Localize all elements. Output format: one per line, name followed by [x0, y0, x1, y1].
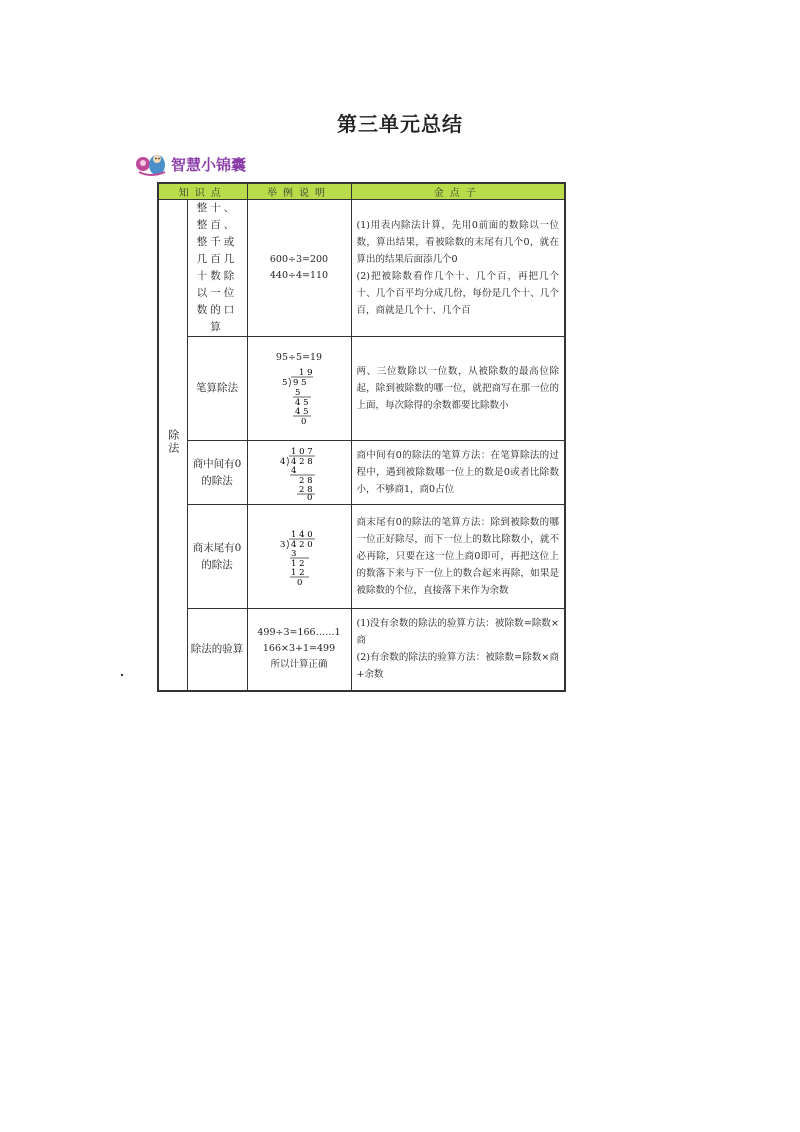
division-step: 2 8: [299, 475, 313, 486]
example-cell: [247, 441, 351, 505]
banner-label: 智慧小锦囊: [171, 155, 247, 174]
division-divisor: 4: [280, 456, 286, 467]
category-label: 除法: [166, 428, 180, 455]
division-step: 1 2: [291, 567, 305, 578]
summary-table-wrap: [157, 182, 564, 681]
division-step: 0: [301, 416, 307, 427]
long-division-diagram: [277, 445, 321, 501]
tip-cell: [351, 441, 565, 505]
division-step: 1 2: [291, 558, 305, 569]
division-divisor: 3: [280, 539, 286, 550]
banner: [133, 150, 246, 178]
division-step: 0: [297, 577, 303, 586]
example-cell: [247, 609, 351, 691]
knowledge-point: 除法的验算: [187, 609, 247, 691]
tip-text: (1)用表内除法计算，先用0前面的数除以一位数，算出结果，看被除数的末尾有几个0，就在算出的结果后面添几个0: [356, 220, 559, 265]
long-division-diagram: [279, 366, 319, 428]
tip-cell: [351, 200, 565, 337]
knowledge-point: 商中间有0的除法: [187, 441, 247, 505]
division-dividend: 4 2 0: [291, 539, 313, 550]
division-quotient: 1 9: [299, 367, 313, 378]
knowledge-point: 整十、整百、整千或几百几十数除以一位数的口算: [187, 200, 247, 337]
division-divisor: 5: [282, 377, 288, 388]
division-step: 5: [295, 387, 301, 398]
mascot-icon: [133, 150, 169, 178]
long-division-diagram: [277, 528, 321, 586]
table-row: [158, 337, 565, 441]
table-header-row: [158, 183, 565, 200]
summary-table: [157, 182, 566, 692]
table-row: [158, 200, 565, 337]
example-cell: [247, 337, 351, 441]
page-title: 第三单元总结: [337, 112, 463, 136]
division-step: 4: [291, 465, 297, 476]
tip-cell: [351, 505, 565, 609]
header-knowledge: 知识点: [158, 183, 247, 200]
division-dividend: 4 2 8: [291, 456, 313, 467]
example-line: 600÷3=200: [269, 254, 329, 265]
table-row: [158, 609, 565, 691]
tip-text: (2)把被除数看作几个十、几个百，再把几个十、几个百平均分成几份，每份是几个十、几个百，商就是几个十、几个百: [356, 271, 559, 316]
division-step: 3: [291, 548, 297, 559]
example-line: 所以计算正确: [270, 659, 328, 671]
division-dividend: 9 5: [293, 377, 307, 388]
stray-dot: [121, 674, 123, 676]
knowledge-point: 商末尾有0的除法: [187, 505, 247, 609]
header-example: 举例说明: [247, 183, 351, 200]
division-step: 0: [307, 492, 313, 501]
division-step: 4 5: [295, 406, 309, 417]
tip-text: (1)没有余数的除法的验算方法：被除数=除数×商: [356, 618, 559, 647]
table-row: [158, 505, 565, 609]
header-tips: 金点子: [351, 183, 565, 200]
tip-cell: [351, 609, 565, 691]
example-line: 166×3+1=499: [262, 643, 336, 655]
tip-text: 商末尾有0的除法的笔算方法：除到被除数的哪一位正好除尽，而下一位上的数比除数小，就不必再除，只要在这一位上商0即可，再把这位上的数落下来与下一位上的数合起来再除，如果是被除数的个位，直接落下来作为余数: [356, 517, 559, 596]
example-line: 95÷5=19: [275, 351, 323, 363]
example-cell: [247, 505, 351, 609]
division-quotient: 1 4 0: [291, 529, 313, 540]
table-row: [158, 441, 565, 505]
division-step: 4 5: [295, 397, 309, 408]
example-cell: [247, 200, 351, 337]
tip-text: 两、三位数除以一位数，从被除数的最高位除起，除到被除数的哪一位，就把商写在那一位的上面，每次除得的余数都要比除数小: [356, 366, 559, 411]
tip-cell: [351, 337, 565, 441]
division-quotient: 1 0 7: [291, 446, 313, 457]
tip-text: (2)有余数的除法的验算方法：被除数=除数×商+余数: [356, 652, 559, 681]
tip-text: 商中间有0的除法的笔算方法：在笔算除法的过程中，遇到被除数哪一位上的数是0或者比除数小，不够商1，商0占位: [356, 450, 559, 495]
knowledge-point: 笔算除法: [187, 337, 247, 441]
division-step: 2 8: [299, 484, 313, 495]
example-line: 499÷3=166……1: [257, 627, 341, 639]
category-cell: [158, 200, 187, 691]
example-line: 440÷4=110: [269, 270, 329, 281]
